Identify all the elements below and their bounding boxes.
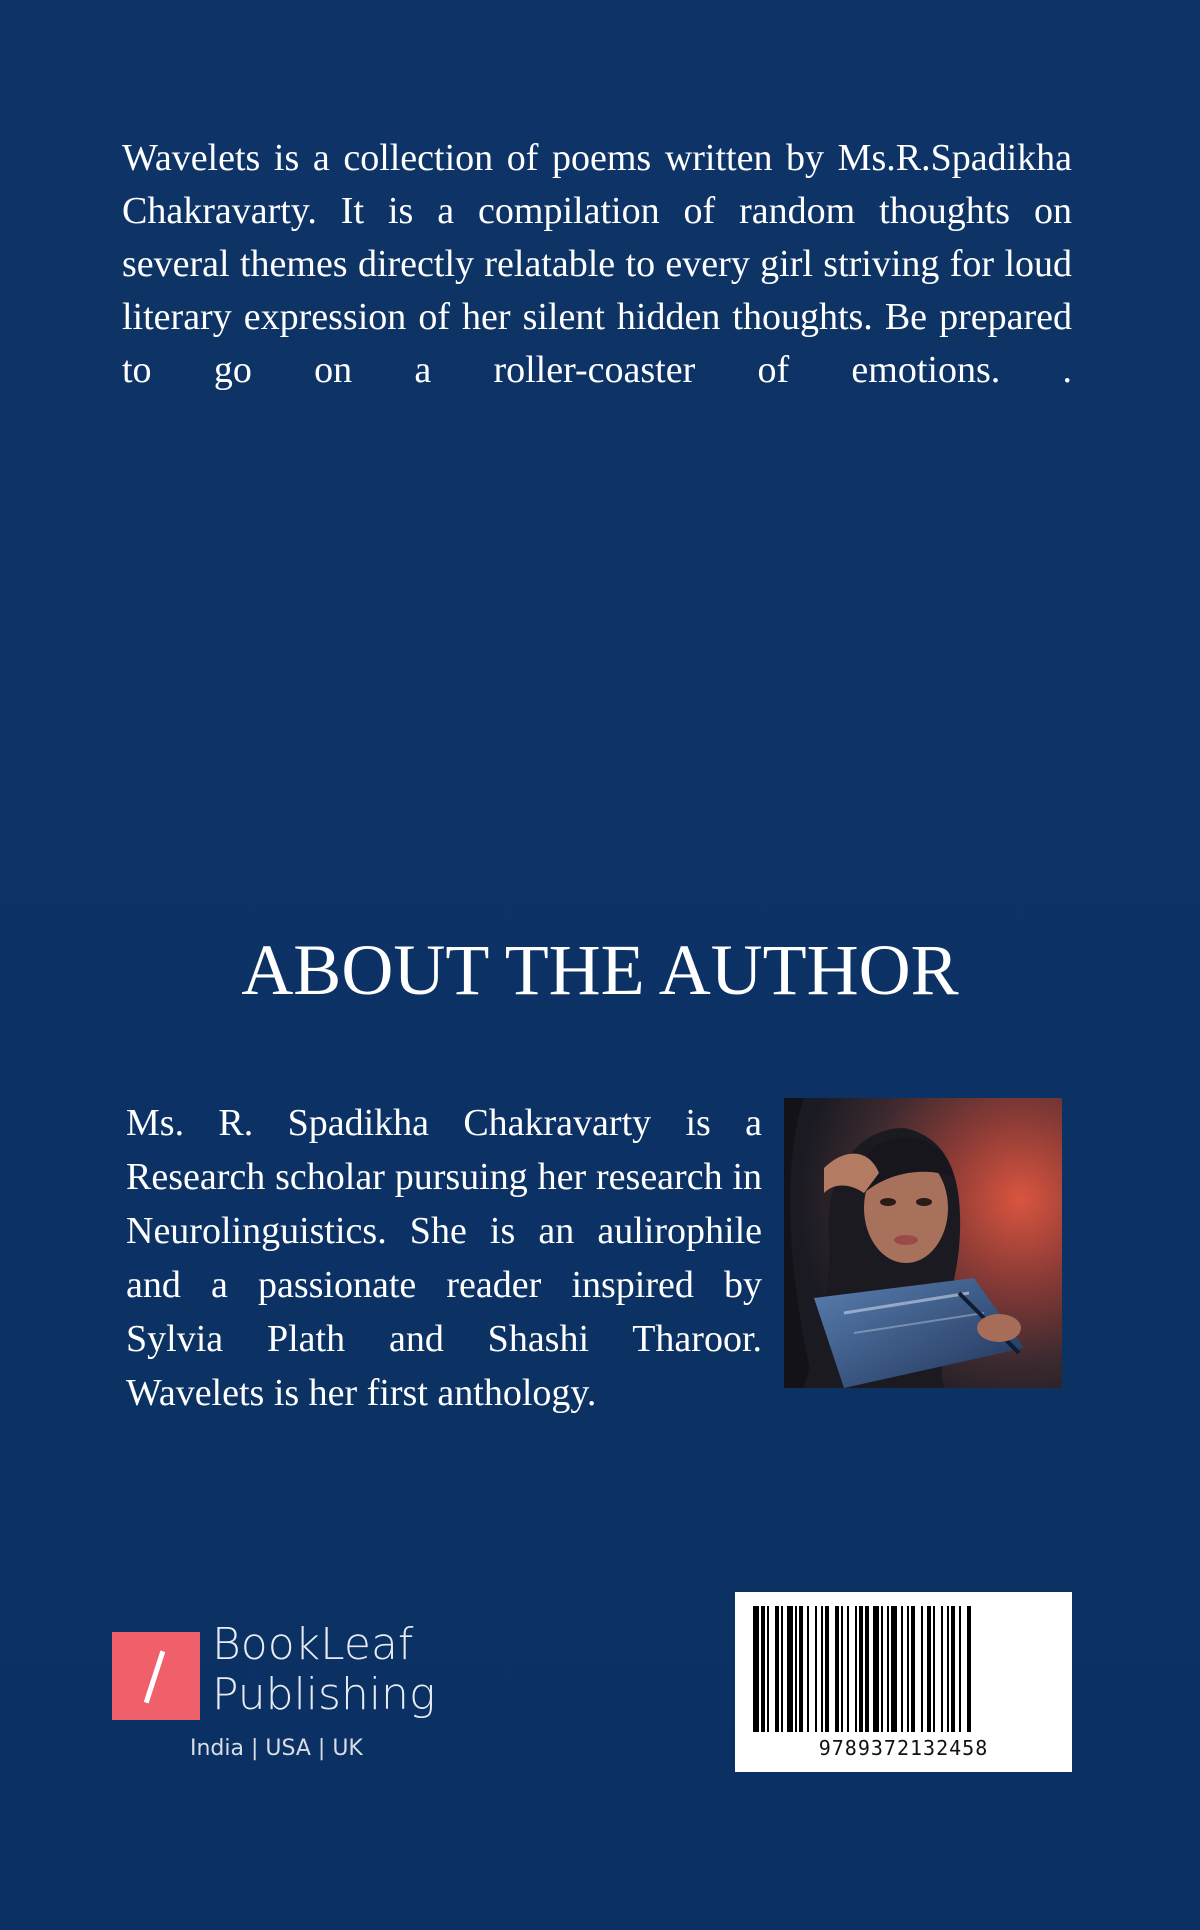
barcode-bar	[787, 1606, 793, 1732]
barcode-bar	[881, 1606, 883, 1732]
barcode-bar	[873, 1606, 879, 1732]
author-photo	[784, 1098, 1062, 1388]
barcode-bar	[907, 1606, 909, 1732]
isbn-barcode	[735, 1592, 1072, 1772]
barcode-bar	[967, 1606, 971, 1732]
blurb-trailing-mark: .	[1062, 349, 1073, 391]
barcode-bar	[847, 1606, 849, 1732]
slash-icon	[144, 1651, 165, 1704]
barcode-bar	[927, 1606, 931, 1732]
barcode-bar	[821, 1606, 823, 1732]
publisher-regions: India | USA | UK	[190, 1736, 363, 1761]
barcode-bars	[753, 1606, 1054, 1732]
barcode-bar	[941, 1606, 943, 1732]
barcode-bar	[781, 1606, 783, 1732]
book-blurb	[122, 132, 1072, 397]
barcode-bar	[815, 1606, 817, 1732]
barcode-bar	[825, 1606, 829, 1732]
barcode-bar	[951, 1606, 955, 1732]
publisher-name	[212, 1620, 472, 1720]
barcode-bar	[855, 1606, 857, 1732]
barcode-bar	[775, 1606, 779, 1732]
isbn-number: 9789372132458	[818, 1736, 989, 1760]
barcode-bar	[947, 1606, 949, 1732]
barcode-bar	[921, 1606, 923, 1732]
barcode-bar	[901, 1606, 903, 1732]
publisher-name-line2: Publishing	[212, 1669, 436, 1720]
barcode-bar	[835, 1606, 839, 1732]
barcode-bar	[799, 1606, 803, 1732]
barcode-bar	[767, 1606, 769, 1732]
barcode-bar	[795, 1606, 797, 1732]
barcode-bar	[959, 1606, 961, 1732]
barcode-bar	[887, 1606, 889, 1732]
barcode-bar	[891, 1606, 897, 1732]
about-author-heading: ABOUT THE AUTHOR	[241, 930, 959, 1010]
barcode-bar	[933, 1606, 935, 1732]
barcode-bar	[807, 1606, 809, 1732]
blurb-text: Wavelets is a collection of poems written by Ms.R.Spadikha Chakravarty. It is a compilation of random thoughts on several themes directly relatable to every girl striving for loud literary expression of her silent hidden thoughts. Be prepared to go on a roller-coaster of emotions.	[122, 137, 1072, 391]
barcode-bar	[865, 1606, 869, 1732]
author-bio: Ms. R. Spadikha Chakravarty is a Research scholar pursuing her research in Neurolinguistics. She is an aulirophile and a passionate reader inspired by Sylvia Plath and Shashi Tharoor. Wavelets is her first anthology.	[126, 1102, 762, 1414]
publisher-name-line1: BookLeaf	[212, 1619, 414, 1670]
barcode-bar	[761, 1606, 765, 1732]
barcode-bar	[859, 1606, 863, 1732]
barcode-bar	[753, 1606, 759, 1732]
publisher-logo-mark	[112, 1632, 200, 1720]
barcode-bar	[911, 1606, 915, 1732]
author-portrait-illustration	[784, 1098, 1062, 1388]
barcode-bar	[841, 1606, 843, 1732]
